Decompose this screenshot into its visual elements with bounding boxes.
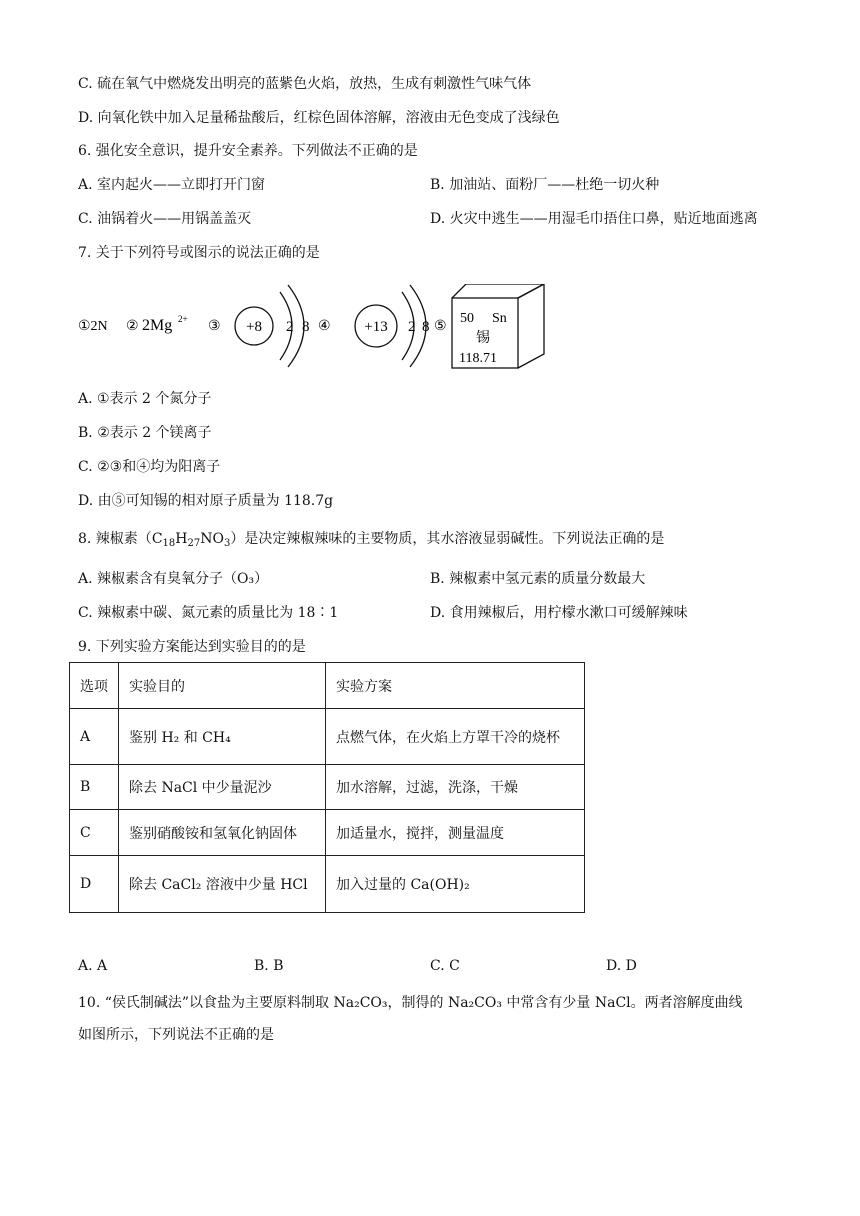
q10-stem-line2: 如图所示，下列说法不正确的是 bbox=[78, 1027, 274, 1043]
atom-diagram-aluminium bbox=[355, 285, 430, 367]
table-cell: 点燃气体，在火焰上方罩干冷的烧杯 bbox=[326, 709, 585, 765]
q6-option-a: A. 室内起火——立即打开门窗 bbox=[78, 177, 266, 193]
q9-option-b: B. B bbox=[254, 958, 284, 974]
q8-option-d: D. 食用辣椒后，用柠檬水漱口可缓解辣味 bbox=[430, 605, 688, 621]
element-mass: 118.71 bbox=[459, 351, 497, 366]
table-row bbox=[70, 856, 585, 913]
table-header-row bbox=[70, 663, 585, 709]
q7-option-b: B. ②表示 2 个镁离子 bbox=[78, 425, 212, 441]
q9-stem: 9. 下列实验方案能达到实验目的的是 bbox=[78, 639, 306, 655]
formula-h: H bbox=[175, 531, 188, 547]
element-name: 锡 bbox=[476, 331, 490, 346]
atom2-nucleus: +13 bbox=[364, 319, 388, 335]
q6-stem: 6. 强化安全意识，提升安全素养。下列做法不正确的是 bbox=[78, 143, 418, 159]
table-cell: 鉴别硝酸铵和氢氧化钠固体 bbox=[119, 810, 326, 856]
q8-option-c: C. 辣椒素中碳、氮元素的质量比为 18∶1 bbox=[78, 605, 339, 621]
table-cell: 鉴别 H₂ 和 CH₄ bbox=[119, 709, 326, 765]
element-tile-tin bbox=[452, 284, 544, 368]
table-cell: D bbox=[70, 856, 119, 913]
table-row bbox=[70, 709, 585, 765]
q6-option-d: D. 火灾中逃生——用湿毛巾捂住口鼻，贴近地面逃离 bbox=[430, 211, 758, 227]
q6-option-c: C. 油锅着火——用锅盖盖灭 bbox=[78, 211, 252, 227]
atom2-shell2: 8 bbox=[422, 319, 430, 335]
q7-symbol-2-prefix: ② bbox=[126, 319, 139, 334]
table-cell: 加入过量的 Ca(OH)₂ bbox=[326, 856, 585, 913]
q5-option-d: D. 向氧化铁中加入足量稀盐酸后，红棕色固体溶解，溶液由无色变成了浅绿色 bbox=[78, 110, 560, 126]
atom1-nucleus: +8 bbox=[246, 319, 262, 335]
q8-option-b: B. 辣椒素中氢元素的质量分数最大 bbox=[430, 571, 646, 587]
atom1-shell2: 8 bbox=[302, 319, 310, 335]
q8-stem: 8. 辣椒素$(C_{18}H_{27}NO_3)$是决定辣椒辣味的主要物质，其水溶液显弱碱性。下列说法正确的是 bbox=[78, 531, 665, 549]
formula-no: NO bbox=[200, 531, 224, 547]
q6-option-b: B. 加油站、面粉厂——杜绝一切火种 bbox=[430, 177, 660, 193]
atom-diagram-oxygen bbox=[235, 285, 310, 367]
formula-c: C bbox=[151, 531, 163, 547]
q7-symbol-2-charge: 2+ bbox=[178, 314, 188, 324]
table-header: 选项 bbox=[70, 663, 119, 709]
q9-option-d: D. D bbox=[606, 958, 637, 974]
q9-option-a: A. A bbox=[78, 958, 108, 974]
q7-label-4: ④ bbox=[318, 319, 331, 334]
table-cell: B bbox=[70, 765, 119, 810]
q7-symbol-1: ①2N bbox=[78, 319, 108, 334]
q7-symbol-figure bbox=[78, 284, 558, 374]
atom1-shell1: 2 bbox=[286, 319, 294, 335]
q7-stem: 7. 关于下列符号或图示的说法正确的是 bbox=[78, 245, 320, 261]
table-cell: C bbox=[70, 810, 119, 856]
q7-option-d: D. 由⑤可知锡的相对原子质量为 118.7g bbox=[78, 493, 334, 509]
table-row bbox=[70, 765, 585, 810]
q9-option-c: C. C bbox=[430, 958, 460, 974]
element-number: 50 bbox=[460, 311, 474, 326]
atom2-shell1: 2 bbox=[408, 319, 416, 335]
table-header: 实验目的 bbox=[119, 663, 326, 709]
table-cell: A bbox=[70, 709, 119, 765]
q7-option-c: C. ②③和④均为阳离子 bbox=[78, 459, 221, 475]
q7-label-3: ③ bbox=[208, 319, 221, 334]
table-row bbox=[70, 810, 585, 856]
table-cell: 除去 NaCl 中少量泥沙 bbox=[119, 765, 326, 810]
table-cell: 加适量水，搅拌，测量温度 bbox=[326, 810, 585, 856]
table-cell: 加水溶解，过滤，洗涤，干燥 bbox=[326, 765, 585, 810]
q9-table bbox=[69, 662, 585, 913]
q7-option-a: A. ①表示 2 个氮分子 bbox=[78, 391, 212, 407]
q5-option-c: C. 硫在氧气中燃烧发出明亮的蓝紫色火焰，放热，生成有刺激性气味气体 bbox=[78, 76, 532, 92]
q10-stem-line1: 10. “侯氏制碱法”以食盐为主要原料制取 Na₂CO₃，制得的 Na₂CO₃ 中常含有少量 NaCl。两者溶解度曲线 bbox=[78, 995, 743, 1011]
table-header: 实验方案 bbox=[326, 663, 585, 709]
table-cell: 除去 CaCl₂ 溶液中少量 HCl bbox=[119, 856, 326, 913]
q7-symbol-2: 2Mg bbox=[142, 317, 173, 334]
element-symbol: Sn bbox=[492, 311, 507, 326]
q8-option-a: A. 辣椒素含有臭氧分子（O₃） bbox=[78, 571, 269, 587]
q7-label-5: ⑤ bbox=[434, 319, 447, 334]
